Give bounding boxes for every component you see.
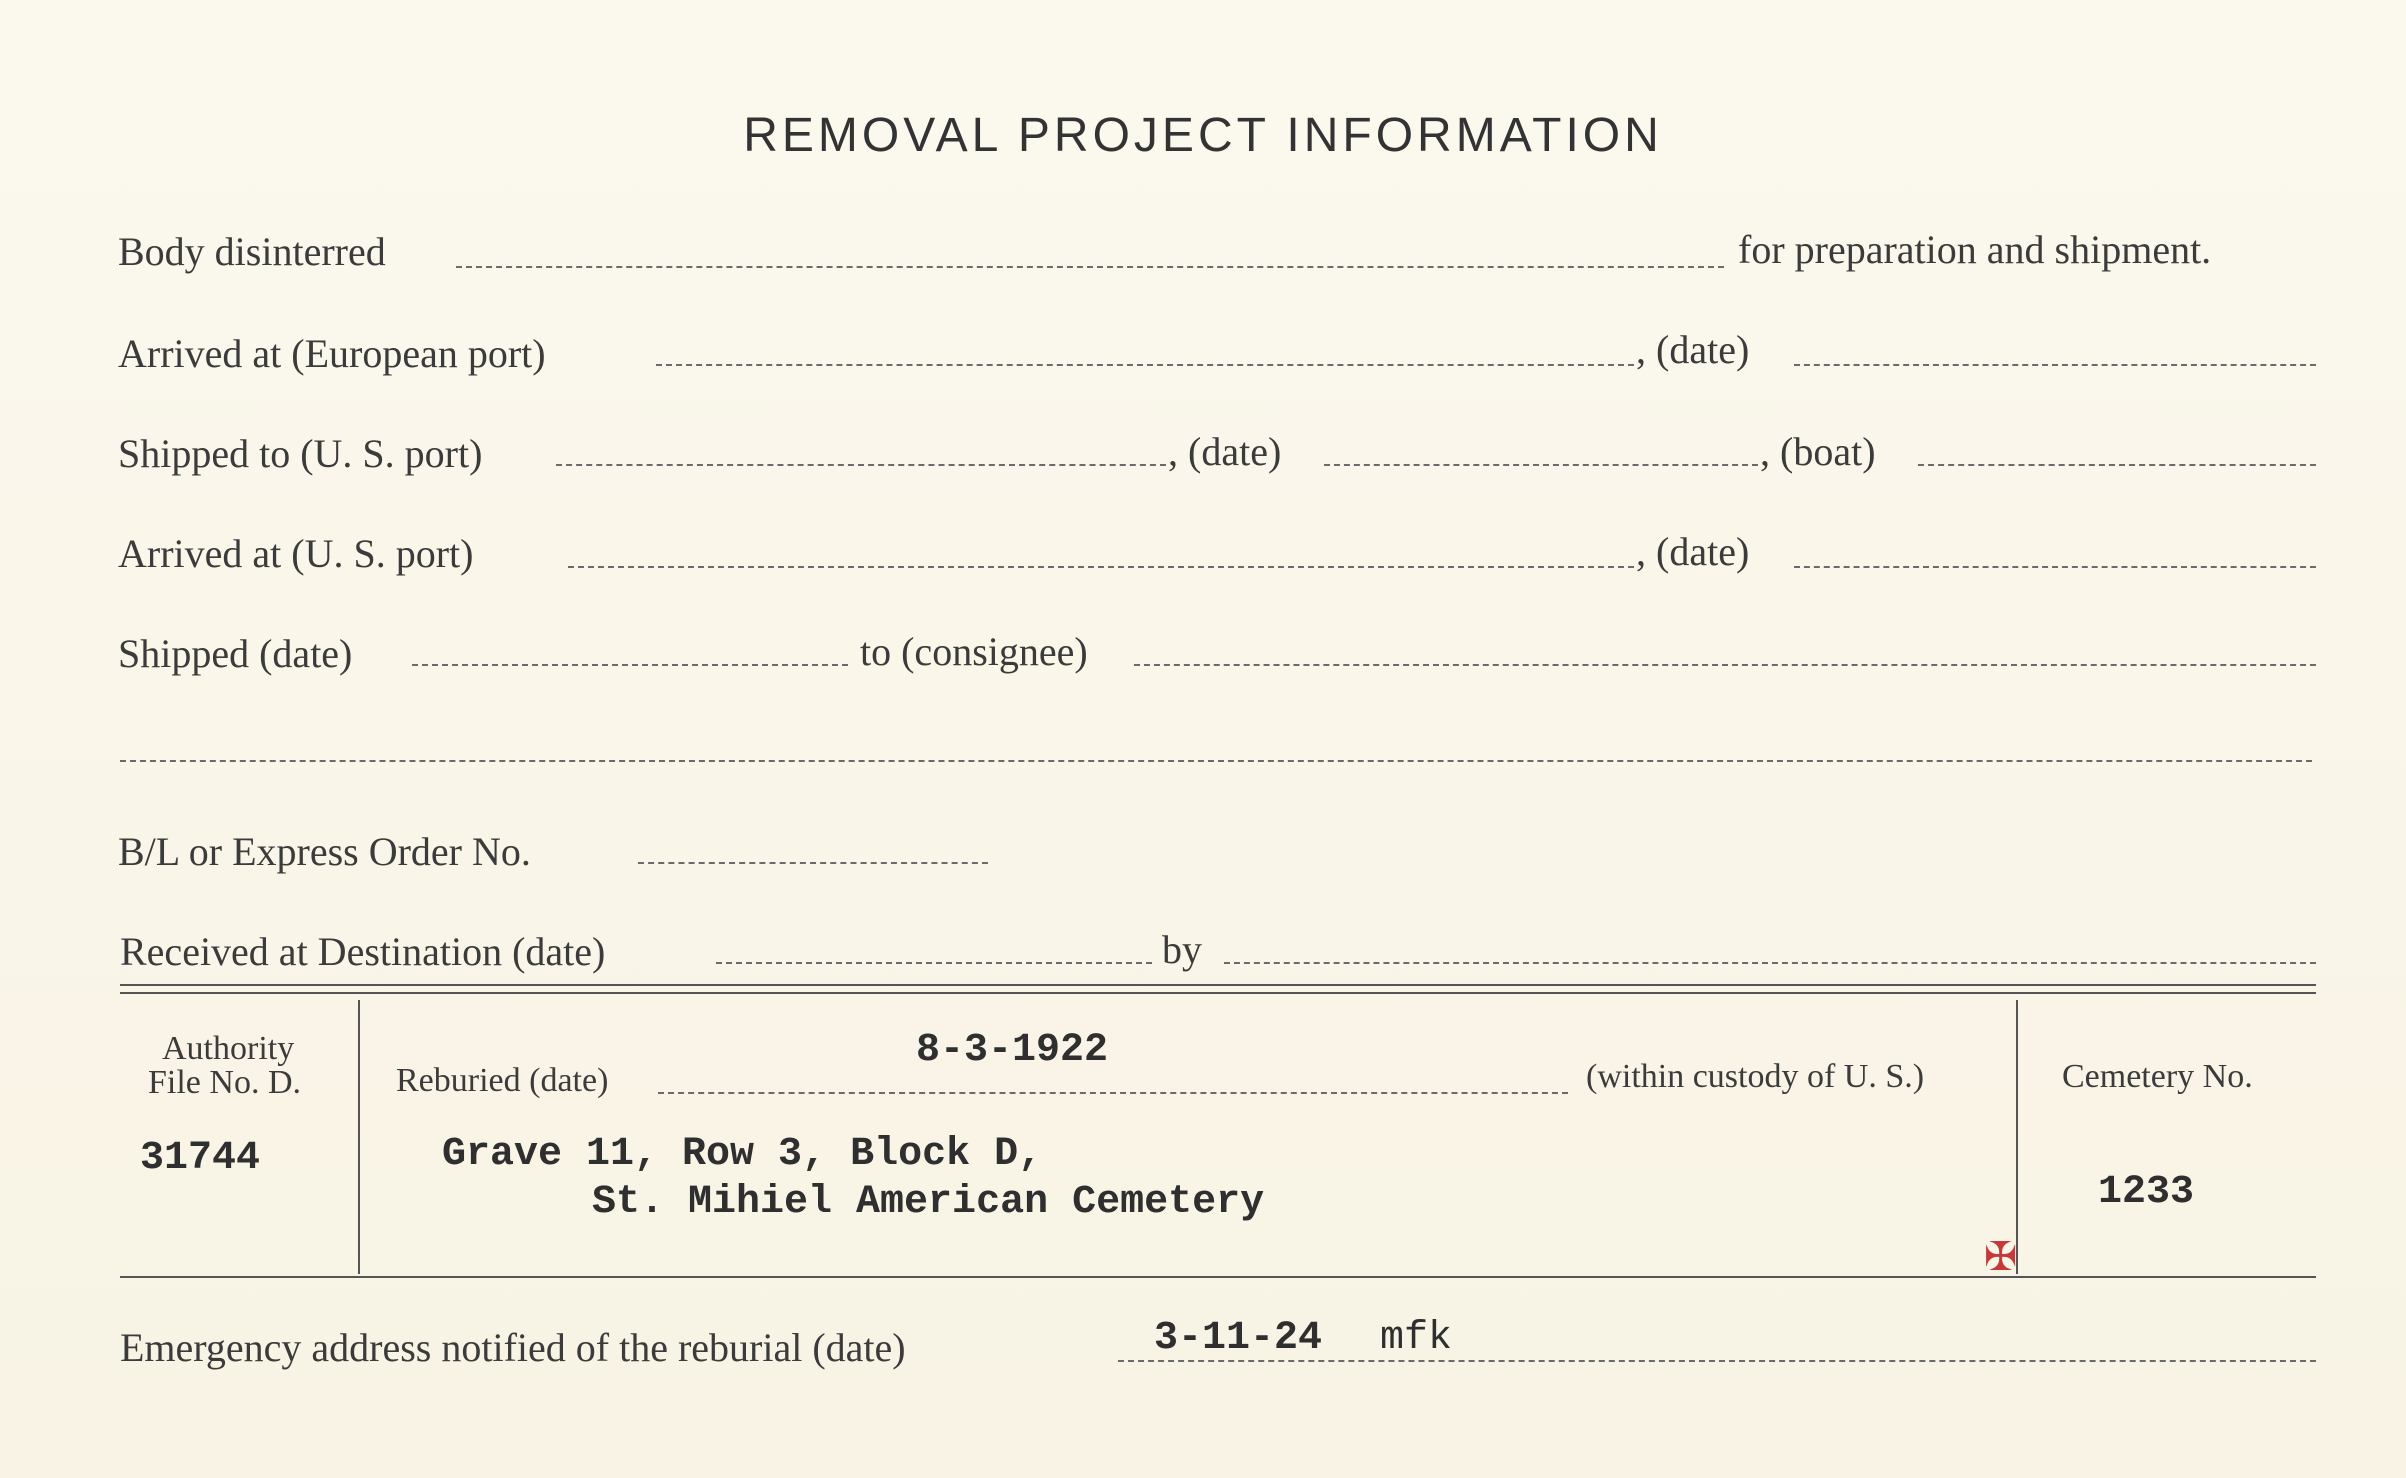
date1-line xyxy=(1794,364,2316,366)
title-text: REMOVAL PROJECT INFORMATION xyxy=(743,109,1663,162)
date2-line xyxy=(1324,464,1758,466)
grave-line-1: Grave 11, Row 3, Block D, xyxy=(442,1132,1043,1177)
arrived-european-line xyxy=(656,364,1634,366)
box-top-rule-2 xyxy=(120,992,2316,994)
box-divider-right xyxy=(2016,1000,2018,1274)
cemetery-value: 1233 xyxy=(2098,1170,2195,1215)
grave-line-2: St. Mihiel American Cemetery xyxy=(592,1180,1265,1225)
consignee-continuation-line xyxy=(120,760,2312,762)
received-dest-line xyxy=(716,962,1152,964)
bl-order-label: B/L or Express Order No. xyxy=(118,829,531,874)
by-label: by xyxy=(1162,927,1202,972)
box-divider-left xyxy=(358,1000,360,1274)
shipped-date-label: Shipped (date) xyxy=(118,631,353,676)
authority-label-2: File No. D. xyxy=(148,1064,301,1101)
date1-label: , (date) xyxy=(1636,327,1750,372)
date3-line xyxy=(1794,566,2316,568)
cemetery-label: Cemetery No. xyxy=(2062,1058,2253,1095)
body-disinterred-label: Body disinterred xyxy=(118,229,386,274)
to-consignee-line xyxy=(1134,664,2316,666)
body-disinterred-line xyxy=(456,266,1724,268)
red-check-mark-icon: ✠ xyxy=(1984,1234,2018,1280)
reburied-line xyxy=(658,1092,1568,1094)
boat-line xyxy=(1918,464,2316,466)
arrived-us-line xyxy=(568,566,1634,568)
bl-order-line xyxy=(638,862,988,864)
boat-label: , (boat) xyxy=(1760,429,1876,474)
emergency-date-value: 3-11-24 xyxy=(1154,1316,1323,1361)
shipped-to-us-label: Shipped to (U. S. port) xyxy=(118,431,483,476)
shipped-date-line xyxy=(412,664,848,666)
reburied-value: 8-3-1922 xyxy=(916,1028,1109,1073)
received-dest-label: Received at Destination (date) xyxy=(120,929,606,974)
to-consignee-label: to (consignee) xyxy=(860,629,1088,674)
card-title xyxy=(0,108,2406,163)
emergency-label: Emergency address notified of the reburial (date) xyxy=(120,1325,906,1370)
date2-label: , (date) xyxy=(1168,429,1282,474)
shipped-to-us-line xyxy=(556,464,1166,466)
arrived-us-label: Arrived at (U. S. port) xyxy=(118,531,474,576)
emergency-initials: mfk xyxy=(1380,1316,1453,1361)
for-preparation-label: for preparation and shipment. xyxy=(1738,227,2212,272)
by-line xyxy=(1224,962,2316,964)
authority-label-1: Authority xyxy=(162,1030,295,1067)
custody-label: (within custody of U. S.) xyxy=(1586,1058,1925,1095)
date3-label: , (date) xyxy=(1636,529,1750,574)
arrived-european-label: Arrived at (European port) xyxy=(118,331,546,376)
authority-value: 31744 xyxy=(140,1136,261,1181)
reburied-label: Reburied (date) xyxy=(396,1062,609,1099)
box-top-rule-1 xyxy=(120,984,2316,986)
